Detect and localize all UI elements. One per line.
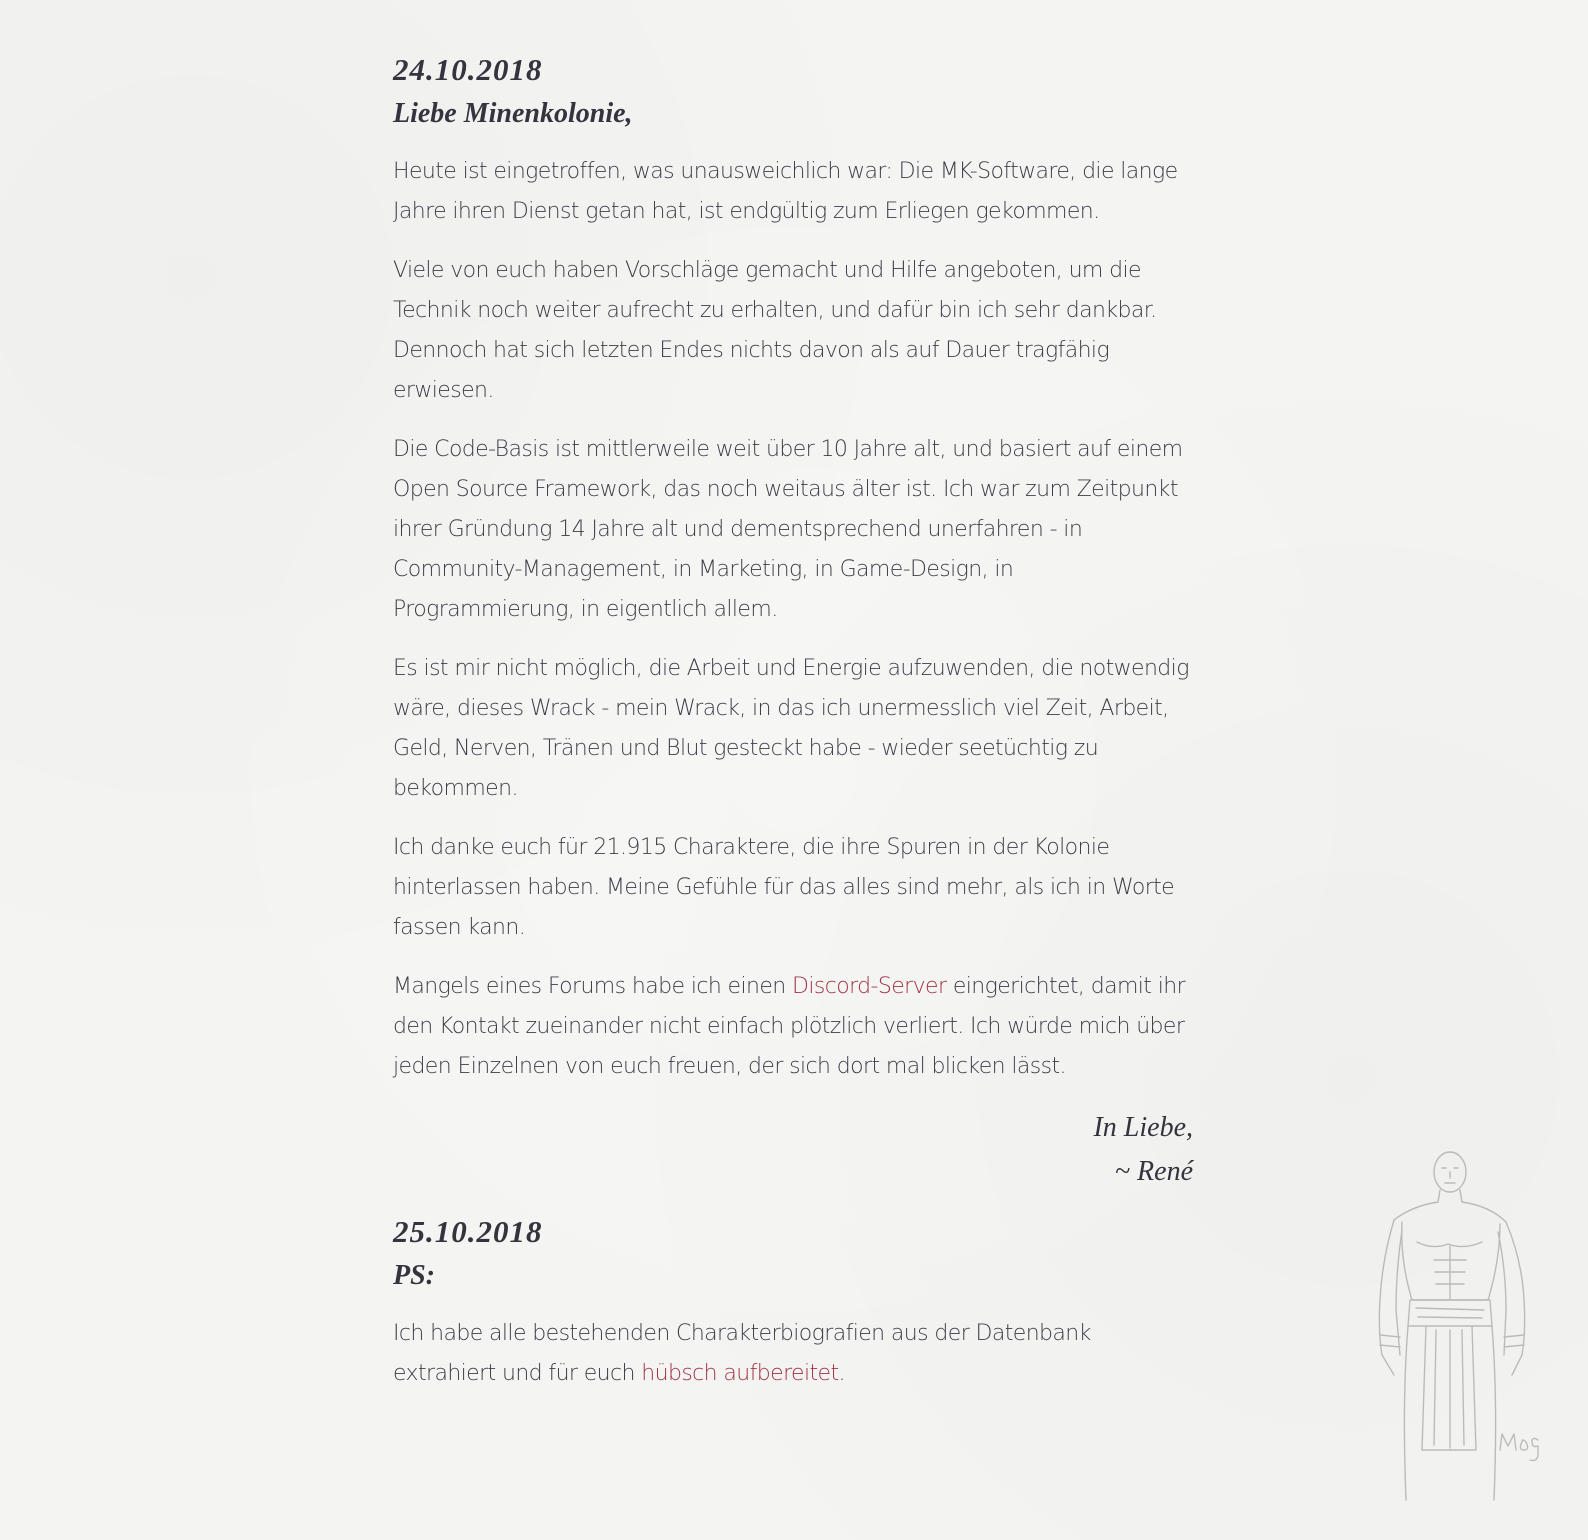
ps-date: 25.10.2018 (393, 1214, 543, 1249)
sketch-belt-folds (1416, 1308, 1484, 1318)
sketch-left-arm (1379, 1220, 1402, 1375)
ps-section (393, 1210, 1193, 1394)
miner-sketch-illustration (1372, 1150, 1552, 1510)
discord-text-after: eingerichtet, damit ihr den Kontakt zueinander nicht einfach plötzlich verliert. Ich würde mich über jeden Einzelnen von euch freuen, der sich dort mal blicken lässt. (393, 974, 1186, 1079)
biographies-link[interactable]: hübsch aufbereitet (641, 1361, 839, 1386)
ps-text-before: Ich habe alle bestehenden Charakterbiografien aus der Datenbank extrahiert und für euch (393, 1321, 1091, 1386)
signature: ~ René (1114, 1156, 1193, 1187)
sketch-wrist-wraps (1380, 1335, 1524, 1347)
signoff (393, 1106, 1193, 1194)
discord-text-before: Mangels eines Forums habe ich einen (393, 974, 793, 999)
discord-server-link[interactable]: Discord-Server (792, 974, 947, 999)
ps-text-after: . (838, 1361, 845, 1386)
letter (393, 48, 1193, 1413)
sketch-shoulders (1394, 1202, 1506, 1222)
letter-salutation: Liebe Minenkolonie, (393, 98, 633, 129)
sketch-right-arm (1498, 1222, 1525, 1375)
paragraph: Es ist mir nicht möglich, die Arbeit und Energie aufzuwenden, die notwendig wäre, dieses Wrack - mein Wrack, in das ich unermesslich viel Zeit, Arbeit, Geld, Nerven, Tränen und Blut gesteckt habe - wieder seetüchtig zu bekommen. (393, 656, 1189, 801)
paragraph: Die Code-Basis ist mittlerweile weit über 10 Jahre alt, und basiert auf einem Open Source Framework, das noch weitaus älter ist. Ich war zum Zeitpunkt ihrer Gründung 14 Jahre alt und dementsprechend unerfahren - in Community-Management, in Marketing, in Game-Design, in Programmierung, in eigentlich allem. (393, 437, 1183, 622)
paragraph: Heute ist eingetroffen, was unausweichlich war: Die MK-Software, die lange Jahre ihren Dienst getan hat, ist endgültig zum Erliegen gekommen. (393, 159, 1178, 224)
ps-heading: PS: (393, 1260, 435, 1291)
ps-paragraph (393, 1314, 1193, 1394)
sketch-artist-signature (1500, 1434, 1538, 1461)
letter-date: 24.10.2018 (393, 52, 543, 87)
closing: In Liebe, (1093, 1112, 1193, 1143)
sketch-loincloth (1422, 1326, 1476, 1450)
paragraph: Ich danke euch für 21.915 Charaktere, die ihre Spuren in der Kolonie hinterlassen haben. Meine Gefühle für das alles sind mehr, als ich in Worte fassen kann. (393, 835, 1175, 940)
paragraph: Viele von euch haben Vorschläge gemacht und Hilfe angeboten, um die Technik noch weiter aufrecht zu erhalten, und dafür bin ich sehr dankbar. Dennoch hat sich letzten Endes nichts davon als auf Dauer tragfähig erwiesen. (393, 258, 1157, 403)
sketch-face (1442, 1168, 1458, 1183)
sketch-cloth-folds (1434, 1330, 1464, 1448)
discord-paragraph (393, 967, 1193, 1087)
sketch-belt (1408, 1300, 1492, 1326)
sketch-torso (1402, 1222, 1500, 1300)
sketch-chest (1417, 1242, 1482, 1300)
